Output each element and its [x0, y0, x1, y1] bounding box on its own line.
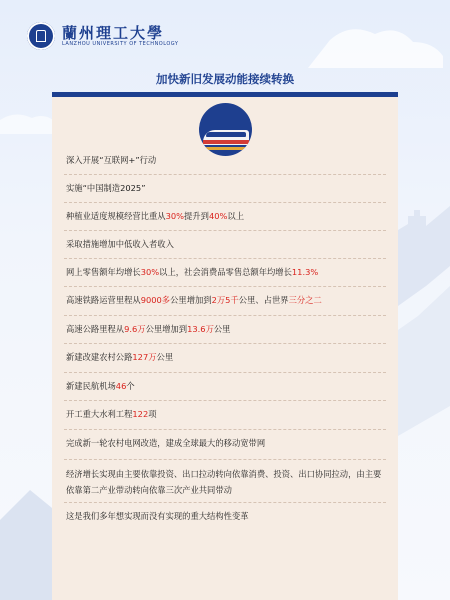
highlight-number: 三分之二: [288, 295, 322, 305]
item-text: 经济增长实现由主要依靠投资、出口拉动转向依靠消费、投资、出口协同拉动，由主要依靠第二产业带动转向依靠三次产业共同带动: [66, 469, 382, 495]
page-title: 加快新旧发展动能接续转换: [156, 72, 294, 86]
header: [0, 0, 450, 62]
divider: [64, 315, 386, 316]
list-item: [66, 153, 396, 167]
highlight-number: 13.6万: [187, 324, 214, 334]
divider: [64, 400, 386, 401]
item-text: 公里: [156, 352, 174, 362]
divider: [64, 230, 386, 231]
item-text: 高速铁路运营里程从: [66, 295, 141, 305]
divider: [64, 459, 386, 460]
item-text: 个: [126, 381, 135, 391]
item-text: 新建改建农村公路: [66, 352, 133, 362]
item-text: 实施“中国制造2025”: [66, 183, 146, 193]
item-text: 这是我们多年想实现而没有实现的重大结构性变革: [66, 511, 249, 521]
list-item: [66, 509, 396, 523]
divider: [64, 429, 386, 430]
item-text: 公里: [213, 324, 231, 334]
panel-top-bar: [52, 92, 398, 97]
divider: [64, 202, 386, 203]
item-text: 以上: [227, 211, 244, 221]
item-text: 新建民航机场: [66, 381, 116, 391]
item-text: 采取措施增加中低收入者收入: [66, 239, 174, 249]
list-item: [66, 379, 396, 393]
highlight-number: 30%: [165, 211, 185, 221]
list-item: [66, 237, 396, 251]
item-text: 公里增加到: [145, 324, 188, 334]
highlight-number: 127万: [132, 352, 157, 362]
divider: [64, 258, 386, 259]
high-speed-train-icon: [199, 103, 252, 156]
great-wall-decoration: [398, 286, 450, 436]
item-text: 完成新一轮农村电网改造，建成全球最大的移动宽带网: [66, 438, 266, 448]
content-panel: [52, 92, 398, 600]
list-item: [66, 322, 396, 336]
university-seal-icon: [27, 22, 55, 50]
list-item: [66, 181, 396, 195]
highlight-number: 9.6万: [124, 324, 146, 334]
divider: [64, 502, 386, 503]
list-item: [66, 466, 388, 498]
great-wall-decoration: [398, 206, 450, 306]
item-text: 公里增加到: [170, 295, 212, 305]
university-logo-english: LANZHOU UNIVERSITY OF TECHNOLOGY: [62, 41, 179, 47]
item-text: 高速公路里程从: [66, 324, 125, 334]
list-item: [66, 436, 396, 450]
cloud-decoration: [0, 114, 58, 134]
list-item: [66, 293, 396, 307]
list-item: [66, 407, 396, 421]
mountain-decoration: [0, 490, 52, 600]
highlight-number: 11.3%: [291, 267, 319, 277]
item-text: 种植业适度规模经营比重从: [66, 211, 166, 221]
divider: [64, 372, 386, 373]
highlight-number: 2万5千: [211, 295, 239, 305]
item-text: 深入开展“互联网+”行动: [66, 155, 157, 165]
divider: [64, 286, 386, 287]
university-logo-text: 蘭州理工大學: [62, 24, 165, 42]
list-item: [66, 265, 396, 279]
list-item: [66, 209, 396, 223]
highlight-number: 40%: [208, 211, 228, 221]
item-text: 公里、占世界: [238, 295, 289, 305]
highlight-number: 30%: [140, 267, 160, 277]
highlight-number: 122: [132, 409, 149, 419]
divider: [64, 343, 386, 344]
highlight-number: 9000多: [140, 295, 171, 305]
item-text: 提升到: [184, 211, 209, 221]
item-text: 项: [148, 409, 157, 419]
list-item: [66, 350, 396, 364]
item-text: 以上，社会消费品零售总额年均增长: [159, 267, 292, 277]
divider: [64, 174, 386, 175]
highlight-number: 46: [115, 381, 127, 391]
item-text: 网上零售额年均增长: [66, 267, 141, 277]
item-text: 开工重大水利工程: [66, 409, 133, 419]
